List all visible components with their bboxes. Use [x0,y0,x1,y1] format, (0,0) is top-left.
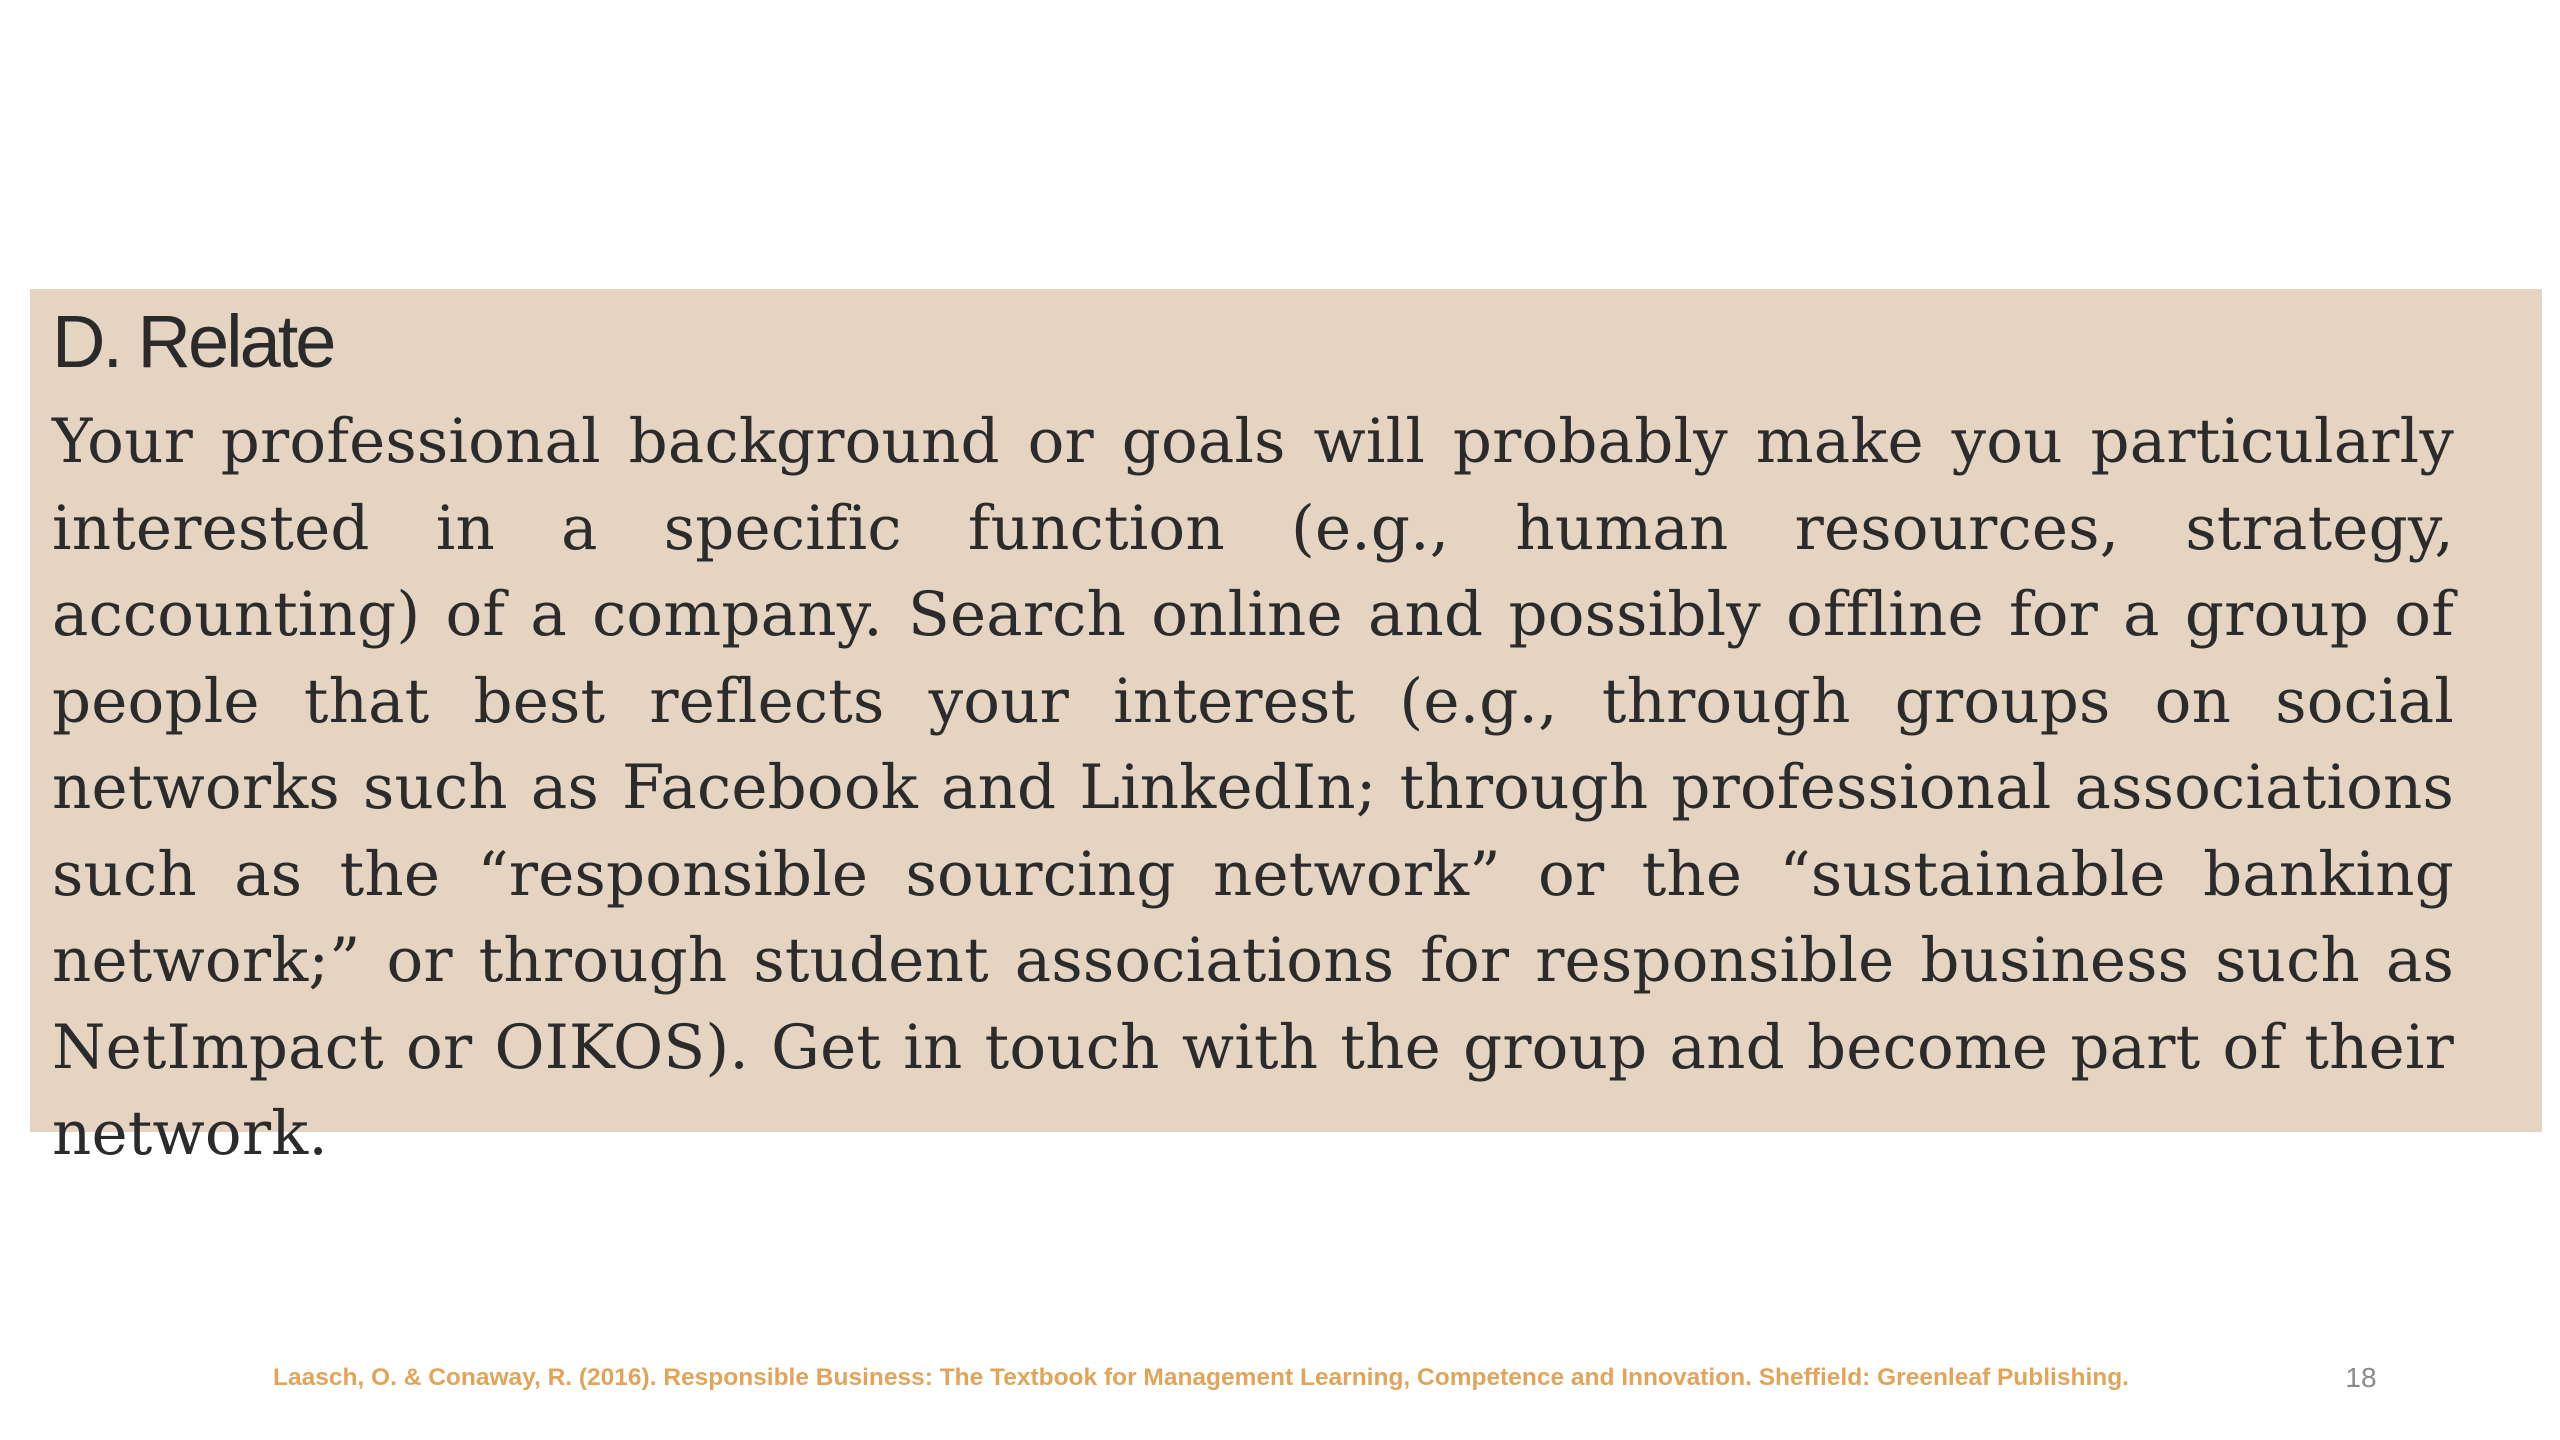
box-body-paragraph: Your professional background or goals will probably make you particularly interested in a specific function (e.g., human resources, strategy, accounting) of a company. Search online and possibly offline for a group of people that best reflects your interest (e.g., through groups on social networks such as Facebook and LinkedIn; through professional associations such as the “responsible sourcing network” or the “sustainable banking network;” or through student associations for responsible business such as NetImpact or OIKOS). Get in touch with the group and become part of their network. [52,406,2454,1169]
page-number: 18 [2345,1362,2377,1393]
box-title: D. Relate [52,300,334,383]
citation-footer: Laasch, O. & Conaway, R. (2016). Responsible Business: The Textbook for Management Learning, Competence and Innovation. Sheffield: Greenleaf Publishing. [273,1364,2129,1391]
relate-text-box [30,289,2542,1169]
